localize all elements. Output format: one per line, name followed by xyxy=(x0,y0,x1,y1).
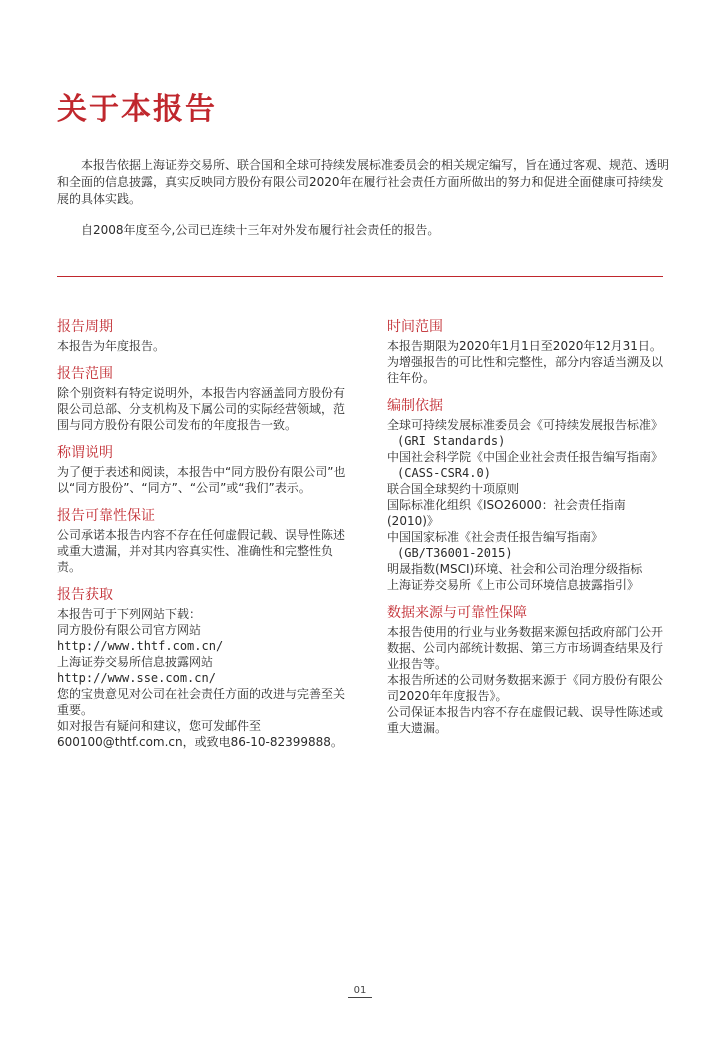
page-number: 01 xyxy=(348,984,372,998)
section-text: 本报告所述的公司财务数据来源于《同方股份有限公司2020年年度报告》。 xyxy=(387,673,664,703)
section-text: 中国社会科学院《中国企业社会责任报告编写指南》 xyxy=(387,450,664,464)
section-heading: 报告可靠性保证 xyxy=(57,508,155,524)
section-text: 明晟指数(MSCI)环境、社会和公司治理分级指标 xyxy=(387,562,643,576)
intro-paragraph-1: 本报告依据上海证券交易所、联合国和全球可持续发展标准委员会的相关规定编写，旨在通过客观、规范、透明和全面的信息披露，真实反映同方股份有限公司2020年在履行社会责任方面所做出的努力和促进全面健康可持续发展的具体实践。 xyxy=(57,158,670,206)
contact-text: 如对报告有疑问和建议，您可发邮件至600100@thtf.com.cn，或致电86-10-82399888。 xyxy=(57,719,343,749)
section-text: (GB/T36001-2015) xyxy=(397,546,513,560)
website-link[interactable]: http://www.sse.com.cn/ xyxy=(57,671,216,685)
section-report-access xyxy=(57,586,347,750)
section-heading: 报告周期 xyxy=(57,319,113,335)
section-text: 全球可持续发展标准委员会《可持续发展报告标准》 xyxy=(387,418,664,432)
section-text: (CASS-CSR4.0) xyxy=(397,466,491,480)
section-heading: 时间范围 xyxy=(387,319,443,335)
section-text: (GRI Standards) xyxy=(397,434,506,448)
section-heading: 编制依据 xyxy=(387,398,443,414)
section-heading: 报告获取 xyxy=(57,587,113,603)
right-column xyxy=(387,318,667,747)
section-heading: 报告范围 xyxy=(57,366,113,382)
website-link[interactable]: http://www.thtf.com.cn/ xyxy=(57,639,224,653)
section-report-period xyxy=(57,318,347,354)
section-text: 为了便于表述和阅读，本报告中“同方股份有限公司”也以“同方股份”、“同方”、“公司”或“我们”表示。 xyxy=(57,465,346,495)
section-text: 本报告为年度报告。 xyxy=(57,339,166,353)
section-text: 公司保证本报告内容不存在虚假记载、误导性陈述或重大遗漏。 xyxy=(387,705,664,735)
section-naming xyxy=(57,444,347,496)
section-heading: 称谓说明 xyxy=(57,445,113,461)
section-heading: 数据来源与可靠性保障 xyxy=(387,605,527,621)
section-text: 本报告使用的行业与业务数据来源包括政府部门公开数据、公司内部统计数据、第三方市场调查结果及行业报告等。 xyxy=(387,625,664,671)
section-text: 本报告可于下列网站下载： xyxy=(57,607,202,621)
intro-paragraph-2: 自2008年度至今,公司已连续十三年对外发布履行社会责任的报告。 xyxy=(81,223,440,237)
divider-rule xyxy=(57,276,663,277)
section-text: 除个别资料有特定说明外，本报告内容涵盖同方股份有限公司总部、分支机构及下属公司的实际经营领域，范围与同方股份有限公司发布的年度报告一致。 xyxy=(57,386,346,432)
section-text: 上海证券交易所《上市公司环境信息披露指引》 xyxy=(387,578,640,592)
page-title: 关于本报告 xyxy=(57,92,217,127)
section-report-scope xyxy=(57,365,347,433)
section-reliability xyxy=(57,507,347,575)
section-text: 国际标准化组织《ISO26000：社会责任指南(2010)》 xyxy=(387,498,626,528)
section-text: 您的宝贵意见对公司在社会责任方面的改进与完善至关重要。 xyxy=(57,687,346,717)
section-text: 同方股份有限公司官方网站 xyxy=(57,623,202,637)
section-time-range xyxy=(387,318,667,386)
section-text: 中国国家标准《社会责任报告编写指南》 xyxy=(387,530,604,544)
section-basis xyxy=(387,397,667,593)
section-text: 公司承诺本报告内容不存在任何虚假记载、误导性陈述或重大遗漏，并对其内容真实性、准确性和完整性负责。 xyxy=(57,528,346,574)
section-data-source xyxy=(387,604,667,736)
section-text: 本报告期限为2020年1月1日至2020年12月31日。为增强报告的可比性和完整性，部分内容适当溯及以往年份。 xyxy=(387,339,664,385)
left-column xyxy=(57,318,347,761)
section-text: 联合国全球契约十项原则 xyxy=(387,482,520,496)
section-text: 上海证券交易所信息披露网站 xyxy=(57,655,214,669)
